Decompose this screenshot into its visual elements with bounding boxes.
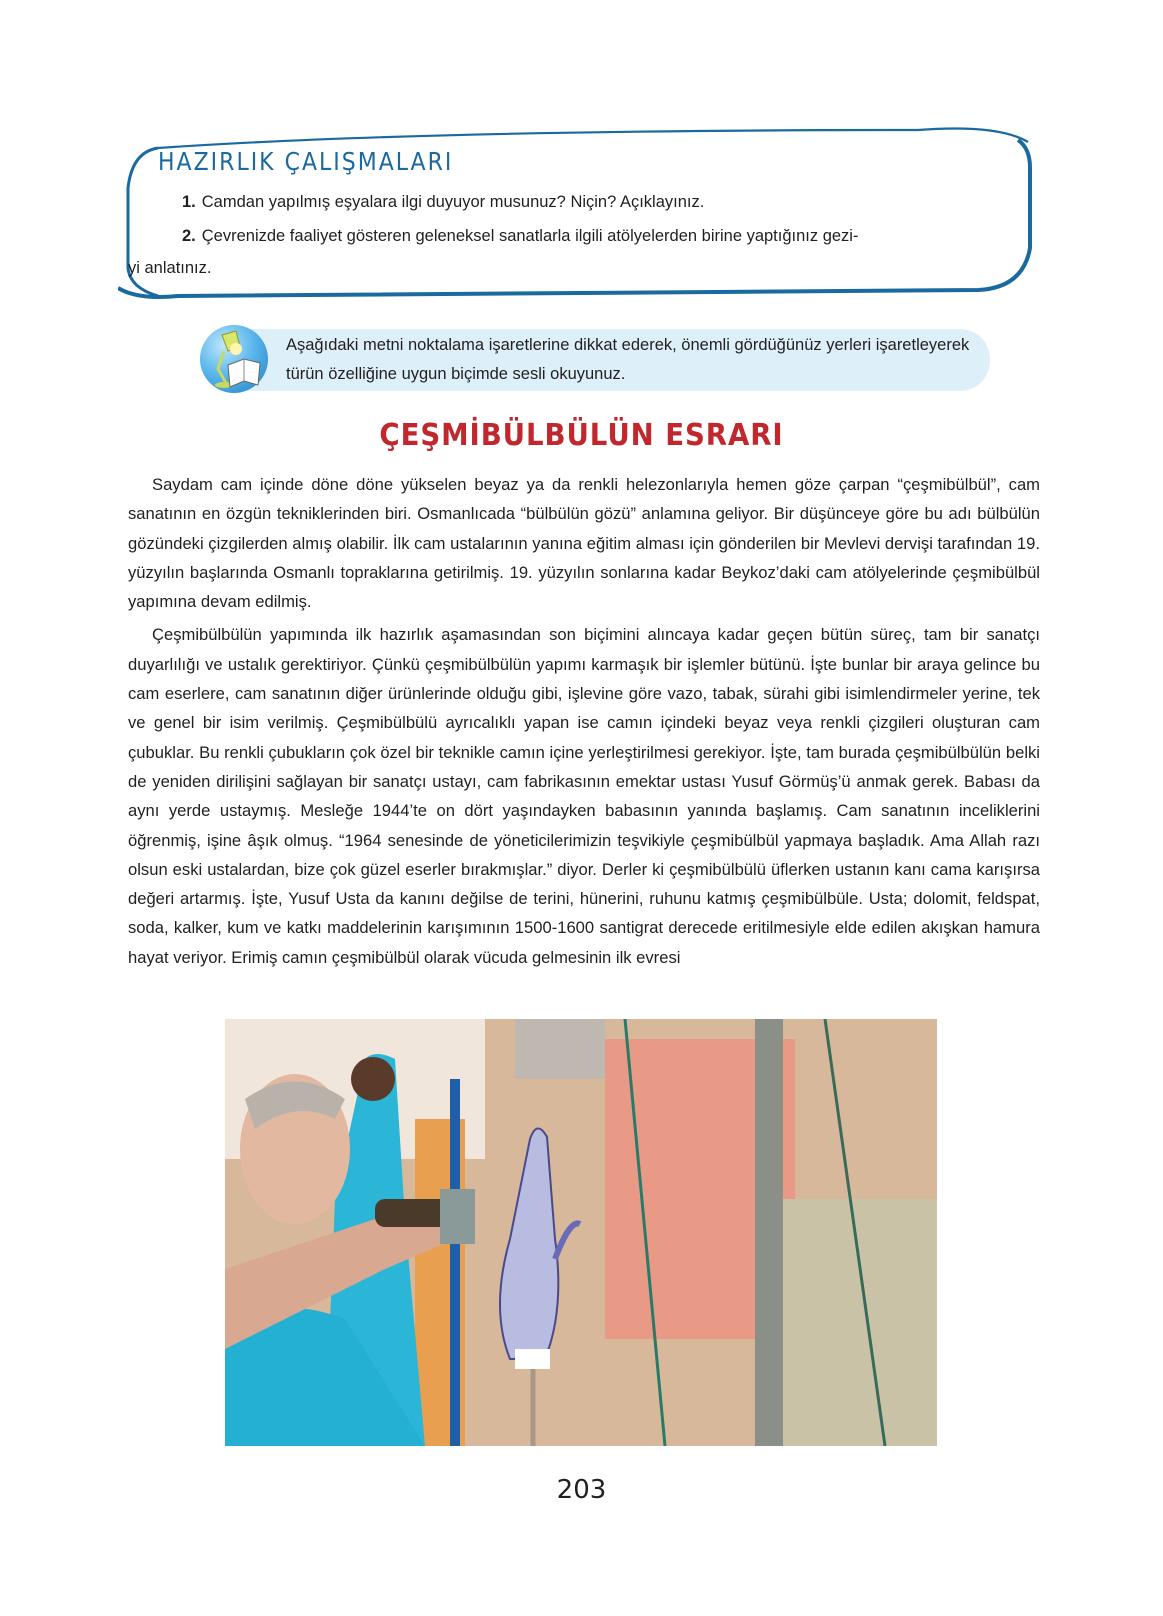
paragraph: Saydam cam içinde döne döne yükselen beyaz ya da renkli helezonlarıyla hemen göze çarpan “çeşmibülbül”, cam sanatının en özgün tekniklerinden biri. Osmanlıcada “bülbülün gözü” anlamına geliyor. Bir düşünceye göre bu adı bülbülün gözündeki çizgilerden almış olabilir. İlk cam ustalarının yanına eğitim alması için gönderilen bir Mevlevi dervişi tarafından 19. yüzyılın başlarında Osmanlı topraklarına getirilmiş. 19. yüzyılın sonlarına kadar Beykoz’daki cam atölyelerinde çeşmibülbül yapımına devam edilmiş.	[128, 475, 1040, 612]
prep-question-2-continuation: yi anlatınız.	[128, 259, 212, 277]
reading-instruction	[200, 325, 990, 393]
lamp-book-icon	[200, 325, 268, 393]
prep-question-1	[182, 186, 704, 218]
question-text: Çevrenizde faaliyet gösteren geleneksel sanatlarla ilgili atölyelerden birine yaptığınız gezi-	[201, 227, 859, 245]
prep-question-2	[182, 220, 1032, 252]
glassblower-photo	[225, 1019, 937, 1446]
page-number: 203	[556, 1475, 607, 1505]
story-title: ÇEŞMİBÜLBÜLÜN ESRARI	[379, 418, 784, 453]
instruction-text: Aşağıdaki metni noktalama işaretlerine dikkat ederek, önemli gördüğünüz yerleri işaretleyerek türün özelliğine uygun biçimde sesli okuyunuz.	[286, 336, 970, 383]
paragraph: Çeşmibülbülün yapımında ilk hazırlık aşamasından son biçimini alıncaya kadar geçen bütün süreç, tam bir sanatçı duyarlılığı ve ustalık gerektiriyor. Çünkü çeşmibülbülün yapımı karmaşık bir işlemler bütünü. İşte bunlar bir araya gelince bu cam eserlere, cam sanatının diğer ürünlerinde olduğu gibi, işlevine göre vazo, tabak, sürahi gibi isimlendirmeler yerine, tek ve genel bir isim verilmiş. Çeşmibülbülü ayrıcalıklı yapan ise camın içindeki beyaz veya renkli çizgileri oluşturan cam çubuklar. Bu renkli çubukların çok özel bir teknikle camın içine yerleştirilmesi gerekiyor. İşte, tam burada çeşmibülbülün belki de yeniden dirilişini sağlayan bir sanatçı ustayı, cam fabrikasının emektar ustası Yusuf Görmüş’ü anmak gerek. Babası da aynı yerde ustaymış. Mesleğe 1944’te on dört yaşındayken babasının yanında başlamış. Cam sanatının inceliklerini öğrenmiş, işine âşık olmuş. “1964 senesinde de yöneticilerimizin teşvikiyle çeşmibülbül yapmaya başladık. Ama Allah razı olsun eski ustalardan, bize çok güzel eserler bırakmışlar.” diyor. Derler ki çeşmibülbülü üflerken ustanın kanı cama karışırsa değeri artarmış. İşte, Yusuf Usta da kanını değilse de terini, hünerini, ruhunu katmış çeşmibülbüle. Usta; dolomit, feldspat, soda, kalker, kum ve katkı maddelerinin karışımının 1500-1600 santigrat derecede eritilmesiyle elde edilen akışkan hamura hayat veriyor. Erimiş camın çeşmibülbül olarak vücuda gelmesinin ilk evresi	[128, 625, 1040, 967]
question-number: 1.	[182, 193, 196, 211]
question-number: 2.	[182, 227, 196, 245]
question-text: Camdan yapılmış eşyalara ilgi duyuyor musunuz? Niçin? Açıklayınız.	[201, 193, 705, 211]
story-body	[128, 470, 1040, 976]
prep-title: HAZIRLIK ÇALIŞMALARI	[158, 148, 454, 177]
preparation-box	[126, 128, 1032, 296]
